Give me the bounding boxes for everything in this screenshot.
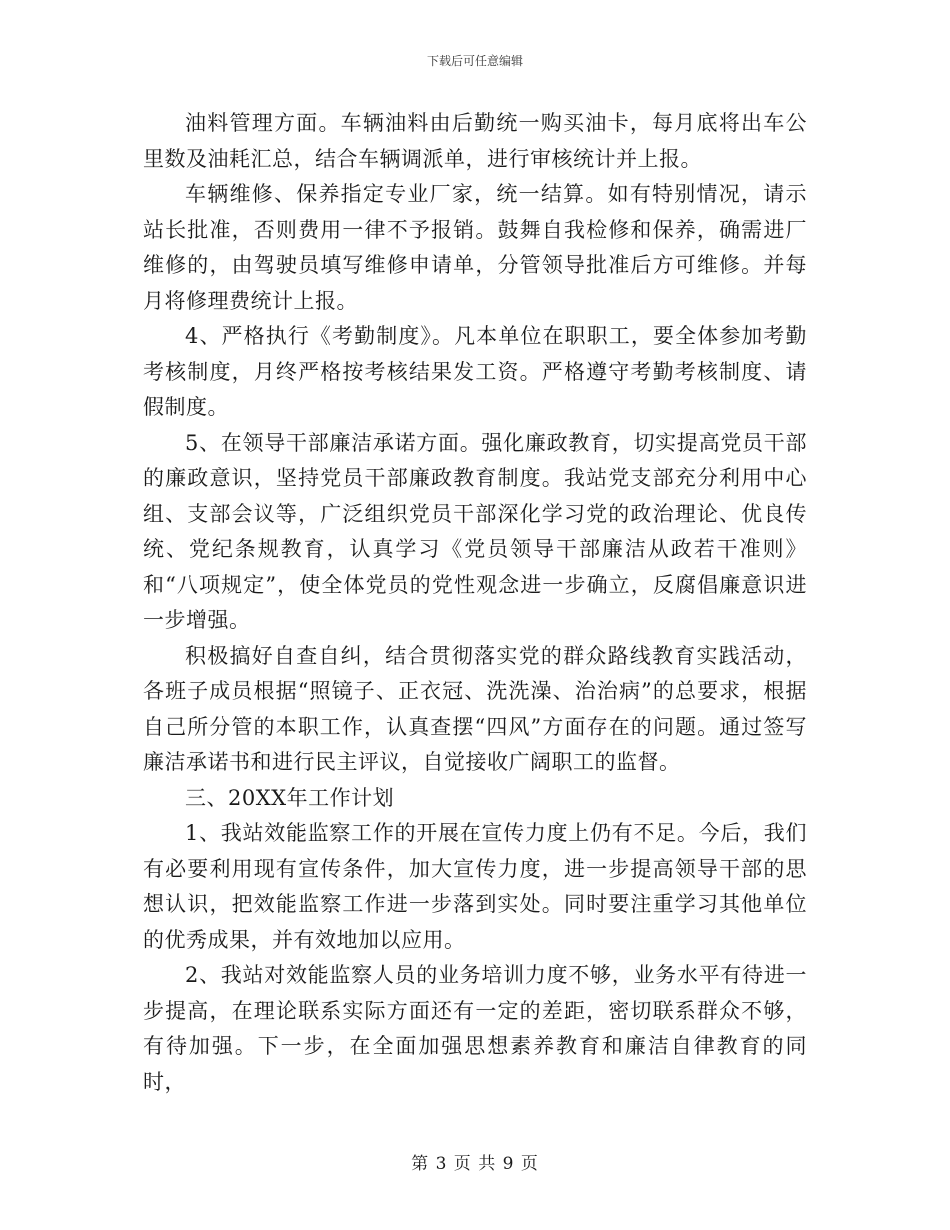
paragraph-plan-item-2: 2、我站对效能监察人员的业务培训力度不够，业务水平有待进一步提高，在理论联系实际方面还有一定的差距，密切联系群众不够，有待加强。下一步，在全面加强思想素养教育和廉洁自律教育的同时， <box>143 963 807 1094</box>
paragraph-plan-item-1: 1、我站效能监察工作的开展在宣传力度上仍有不足。今后，我们有必要利用现有宣传条件，加大宣传力度，进一步提高领导干部的思想认识，把效能监察工作进一步落到实处。同时要注重学习其他单位的优秀成果，并有效地加以应用。 <box>143 821 807 952</box>
page-header: 下载后可任意编辑 <box>426 54 523 68</box>
paragraph-integrity-commitment: 5、在领导干部廉洁承诺方面。强化廉政教育，切实提高党员干部的廉政意识，坚持党员干部廉政教育制度。我站党支部充分利用中心组、支部会议等，广泛组织党员干部深化学习党的政治理论、优良传统、党纪条规教育，认真学习《党员领导干部廉洁从政若干准则》和“八项规定”，使全体党员的党性观念进一步确立，反腐倡廉意识进一步增强。 <box>143 430 807 632</box>
section-heading-work-plan: 三、20XX年工作计划 <box>185 785 395 810</box>
paragraph-vehicle-maintenance: 车辆维修、保养指定专业厂家，统一结算。如有特别情况，请示站长批准，否则费用一律不予报销。鼓舞自我检修和保养，确需进厂维修的，由驾驶员填写维修申请单，分管领导批准后方可维修。并每月将修理费统计上报。 <box>143 182 807 313</box>
page-footer: 第 3 页 共 9 页 <box>411 1154 539 1174</box>
paragraph-fuel-management: 油料管理方面。车辆油料由后勤统一购买油卡，每月底将出车公里数及油耗汇总，结合车辆调派单，进行审核统计并上报。 <box>143 111 807 171</box>
document-body <box>143 106 807 1100</box>
paragraph-attendance: 4、严格执行《考勤制度》。凡本单位在职职工，要全体参加考勤考核制度，月终严格按考核结果发工资。严格遵守考勤考核制度、请假制度。 <box>143 324 807 419</box>
paragraph-self-inspection: 积极搞好自查自纠，结合贯彻落实党的群众路线教育实践活动，各班子成员根据“照镜子、正衣冠、洗洗澡、治治病”的总要求，根据自己所分管的本职工作，认真查摆“四风”方面存在的问题。通过签写廉洁承诺书和进行民主评议，自觉接收广阔职工的监督。 <box>143 643 807 774</box>
